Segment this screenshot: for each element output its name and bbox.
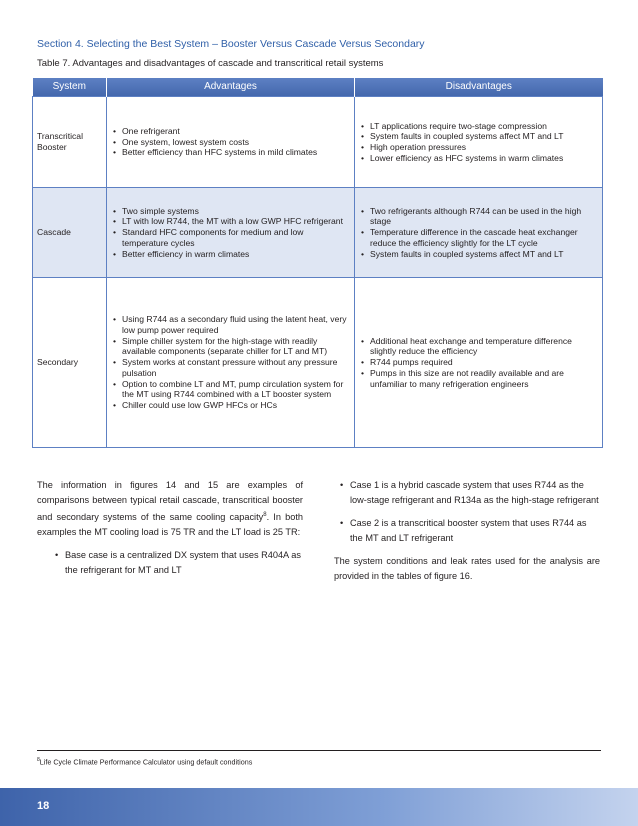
list-item: • Lower efficiency as HFC systems in warm climates [359, 153, 598, 164]
disadvantages-cell [355, 188, 603, 278]
header-disadvantages: Disadvantages [355, 78, 603, 97]
comparison-table [32, 78, 603, 448]
advantages-cell [107, 97, 355, 188]
advantages-cell [107, 278, 355, 448]
footnote-divider [37, 750, 601, 751]
header-system: System [33, 78, 107, 97]
system-name: Transcritical [37, 131, 83, 142]
list-item: • Better efficiency than HFC systems in mild climates [111, 147, 350, 158]
list-item: • Case 2 is a transcritical booster system that uses R744 as the MT and LT refrigerant [338, 516, 600, 546]
list-item: • Option to combine LT and MT, pump circulation system for the MT using R744 combined with a LT booster system [111, 379, 350, 400]
table-header-row [33, 78, 603, 97]
list-item: • R744 pumps required [359, 357, 598, 368]
list-item: • Two simple systems [111, 206, 350, 217]
conditions-paragraph: The system conditions and leak rates used for the analysis are provided in the tables of figure 16. [334, 556, 600, 581]
list-item: • Simple chiller system for the high-stage with readily available components (separate chiller for LT and MT) [111, 336, 350, 357]
list-item: • System faults in coupled systems affect MT and LT [359, 131, 598, 142]
system-cell [33, 97, 107, 188]
footnote-text: Life Cycle Climate Performance Calculator using default conditions [39, 757, 253, 767]
system-name: Booster [37, 142, 67, 152]
page-footer-band [0, 788, 638, 826]
case-list [338, 478, 600, 546]
system-cell [33, 278, 107, 448]
list-item: • System faults in coupled systems affect MT and LT [359, 249, 598, 260]
list-item: • Case 1 is a hybrid cascade system that uses R744 as the low-stage refrigerant and R134a as the high-stage refrigerant [338, 478, 600, 508]
page-number: 18 [37, 800, 50, 812]
footnote-ref: 8 [263, 512, 267, 518]
list-item: • System works at constant pressure without any pressure pulsation [111, 357, 350, 378]
list-item: • LT with low R744, the MT with a low GWP HFC refrigerant [111, 216, 350, 227]
list-item: • LT applications require two-stage compression [359, 121, 598, 132]
list-item: • High operation pressures [359, 142, 598, 153]
intro-paragraph: The information in figures 14 and 15 are examples of comparisons between typical retail cascade, transcritical booster and secondary systems of the same cooling capacity$^8$. In both examples the MT cooling load is 75 TR and the LT load is 25 TR: [37, 480, 304, 538]
left-text-column [37, 478, 303, 586]
list-item: • Additional heat exchange and temperature difference slightly reduce the efficiency [359, 336, 598, 357]
advantages-cell [107, 188, 355, 278]
system-name: Cascade [37, 227, 71, 238]
list-item: • Standard HFC components for medium and low temperature cycles [111, 227, 350, 248]
footnote [37, 757, 252, 766]
list-item: • Base case is a centralized DX system that uses R404A as the refrigerant for MT and LT [53, 548, 303, 578]
list-item: • Using R744 as a secondary fluid using the latent heat, very low pump power required [111, 314, 350, 335]
table-row [33, 278, 603, 448]
case-list [53, 548, 303, 578]
list-item: • Better efficiency in warm climates [111, 249, 350, 260]
disadvantages-cell [355, 97, 603, 188]
list-item: • One system, lowest system costs [111, 137, 350, 148]
disadvantages-cell [355, 278, 603, 448]
header-advantages: Advantages [107, 78, 355, 97]
right-text-column [334, 478, 600, 592]
system-name: Secondary [37, 357, 79, 368]
list-item: • Pumps in this size are not readily available and are unfamiliar to many refrigeration engineers [359, 368, 598, 389]
list-item: • Two refrigerants although R744 can be used in the high stage [359, 206, 598, 227]
system-cell [33, 188, 107, 278]
list-item: • One refrigerant [111, 126, 350, 137]
table-row [33, 97, 603, 188]
section-title: Section 4. Selecting the Best System – Booster Versus Cascade Versus Secondary [37, 38, 425, 50]
list-item: • Chiller could use low GWP HFCs or HCs [111, 400, 350, 411]
list-item: • Temperature difference in the cascade heat exchanger reduce the efficiency slightly for the LT cycle [359, 227, 598, 248]
footnote-mark: 8 [37, 757, 40, 763]
table-caption: Table 7. Advantages and disadvantages of cascade and transcritical retail systems [37, 58, 384, 69]
table-row [33, 188, 603, 278]
